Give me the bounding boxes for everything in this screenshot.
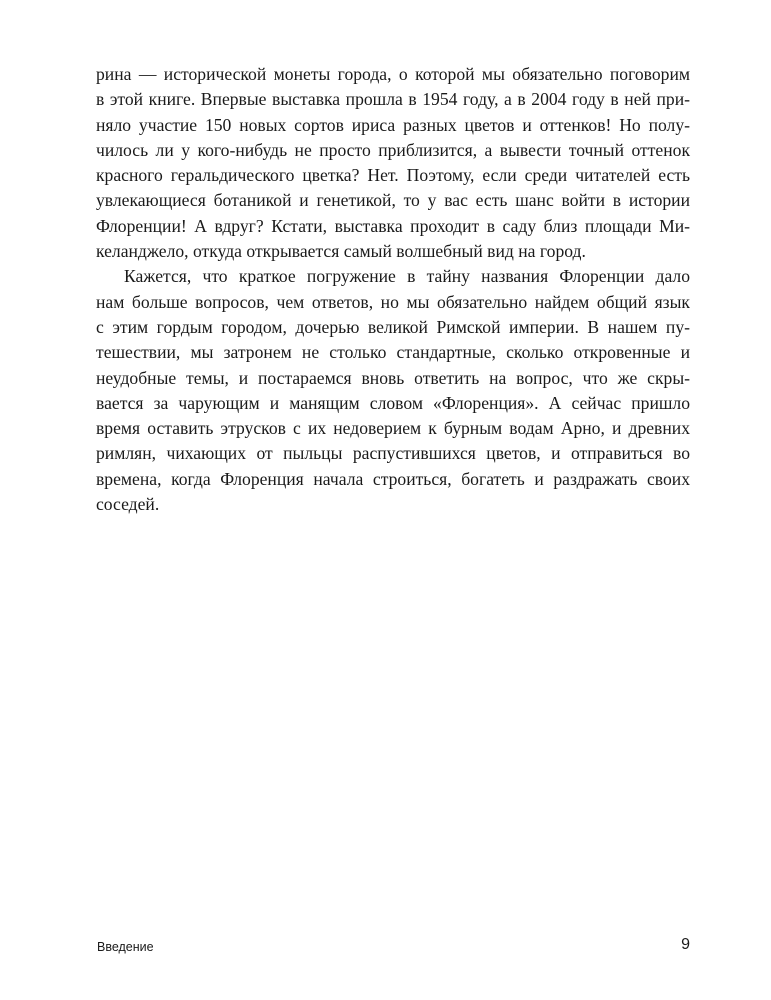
text-line: келанджело, откуда открывается самый волшебный вид на город.: [96, 241, 586, 262]
text-line: в этой книге. Впервые выставка прошла в 1954 году, а в 2004 году в ней при-: [96, 89, 690, 110]
text-line: времена, когда Флоренция начала строиться, богатеть и раздражать своих: [96, 468, 690, 489]
text-line: время оставить этрусков с их недоверием к бурным водам Арно, и древних: [96, 418, 690, 439]
page-number: 9: [681, 936, 690, 953]
text-line: чилось ли у кого-нибудь не просто приблизится, а вывести точный оттенок: [96, 139, 690, 160]
paragraph-2: [96, 264, 690, 517]
text-line: вается за чарующим и манящим словом «Флоренция». А сейчас пришло: [96, 392, 690, 413]
text-line: тешествии, мы затронем не столько стандартные, сколько откровенные и: [96, 342, 690, 363]
text-line: красного геральдического цветка? Нет. Поэтому, если среди читателей есть: [96, 165, 690, 186]
text-line: увлекающиеся ботаникой и генетикой, то у вас есть шанс войти в истории: [96, 190, 690, 211]
text-line: с этим гордым городом, дочерью великой Римской империи. В нашем пу-: [96, 316, 690, 337]
text-line: Флоренции! А вдруг? Кстати, выставка проходит в саду близ площади Ми-: [96, 215, 690, 236]
text-line: няло участие 150 новых сортов ириса разных цветов и оттенков! Но полу-: [96, 114, 690, 135]
text-line: нам больше вопросов, чем ответов, но мы обязательно найдем общий язык: [96, 291, 690, 312]
text-line: римлян, чихающих от пыльцы распустившихся цветов, и отправиться во: [96, 443, 690, 464]
text-line: соседей.: [96, 494, 160, 515]
paragraph-1: [96, 62, 690, 264]
text-line: неудобные темы, и постараемся вновь ответить на вопрос, что же скры-: [96, 367, 690, 388]
text-line: Кажется, что краткое погружение в тайну названия Флоренции дало: [124, 266, 690, 287]
running-footer-section: Введение: [97, 940, 154, 954]
text-line: рина — исторической монеты города, о которой мы обязательно поговорим: [96, 64, 690, 84]
body-text: [96, 62, 690, 517]
